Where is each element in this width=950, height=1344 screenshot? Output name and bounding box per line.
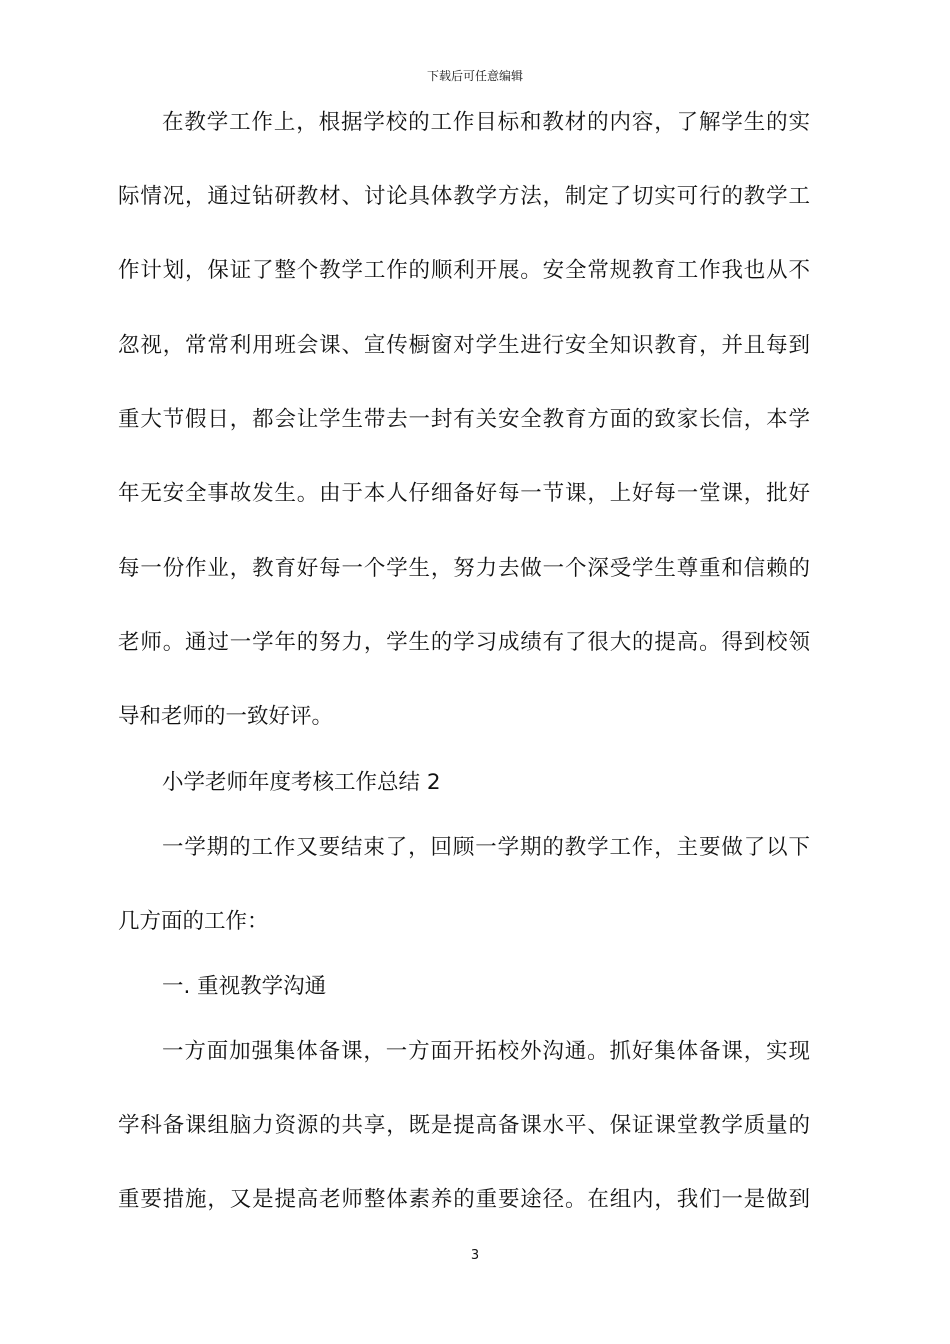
section-title: 小学老师年度考核工作总结 2 [162, 770, 441, 795]
paragraph-line: 学科备课组脑力资源的共享，既是提高备课水平、保证课堂教学质量的 [118, 1113, 810, 1138]
paragraph-line: 际情况，通过钻研教材、讨论具体教学方法，制定了切实可行的教学工 [118, 184, 810, 209]
paragraph-line: 年无安全事故发生。由于本人仔细备好每一节课，上好每一堂课，批好 [118, 481, 810, 506]
paragraph-line: 忽视，常常利用班会课、宣传橱窗对学生进行安全知识教育，并且每到 [118, 333, 810, 358]
paragraph-line: 作计划，保证了整个教学工作的顺利开展。安全常规教育工作我也从不 [118, 258, 810, 283]
page-header: 下载后可任意编辑 [426, 69, 523, 83]
paragraph-line: 一方面加强集体备课，一方面开拓校外沟通。抓好集体备课，实现 [162, 1039, 810, 1064]
paragraph-line: 导和老师的一致好评。 [118, 704, 334, 729]
page-number: 3 [470, 1248, 480, 1263]
paragraph-line: 在教学工作上，根据学校的工作目标和教材的内容，了解学生的实 [162, 110, 810, 135]
subheading: 一. 重视教学沟通 [162, 974, 327, 999]
paragraph-line: 老师。通过一学年的努力，学生的学习成绩有了很大的提高。得到校领 [118, 630, 810, 655]
paragraph-line: 一学期的工作又要结束了，回顾一学期的教学工作，主要做了以下 [162, 835, 810, 860]
paragraph-line: 每一份作业，教育好每一个学生，努力去做一个深受学生尊重和信赖的 [118, 556, 810, 581]
paragraph-line: 几方面的工作： [118, 909, 269, 934]
paragraph-line: 重大节假日，都会让学生带去一封有关安全教育方面的致家长信，本学 [118, 407, 810, 432]
paragraph-line: 重要措施，又是提高老师整体素养的重要途径。在组内，我们一是做到 [118, 1187, 810, 1212]
